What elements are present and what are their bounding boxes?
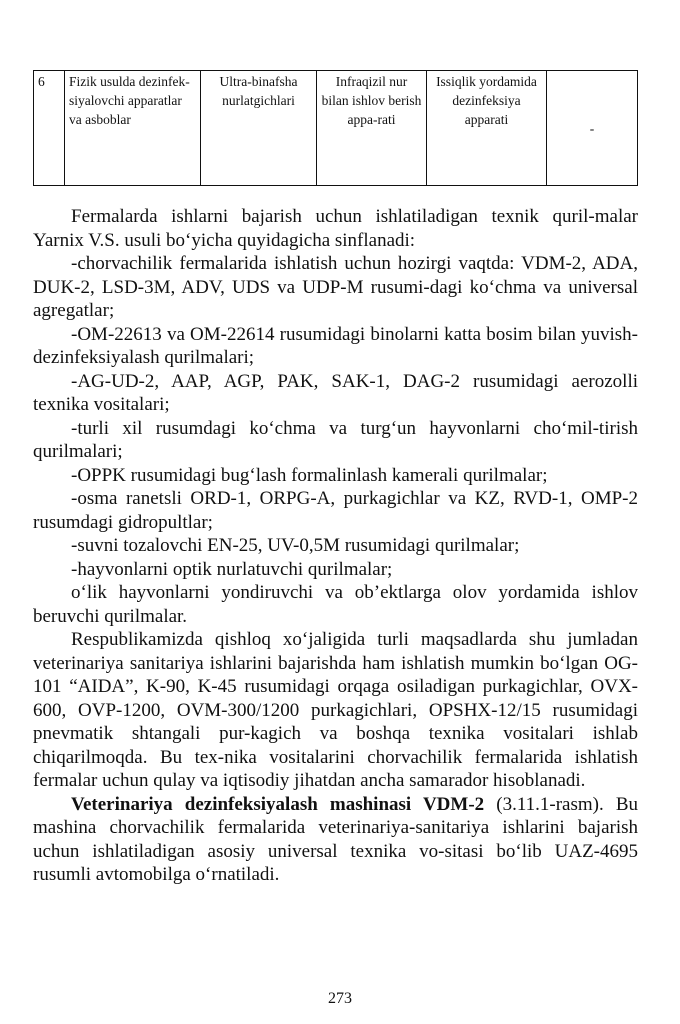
dash-cell: - xyxy=(547,71,638,186)
category-cell: Fizik usulda dezinfek-siyalovchi apparatlar va asboblar xyxy=(65,71,201,186)
republic-paragraph: Respublikamizda qishloq xo‘jaligida turli maqsadlarda shu jumladan veterinariya sanitariya ishlarini bajarishda ham ishlatish mumkin bo‘lgan OG-101 “AIDA”, K-90, K-45 rusumidagi orqaga osiladigan purkagichlar, OVX-600, OVP-1200, OVM-300/1200 purkagichlari, OPSHX-12/15 rusumidagi pnevmatik shtangali pur-kagich va boshqa texnika vositalari ishlab chiqarilmoqda. Bu tex-nika vositalarini chorvachilik fermalarida ishlatish fermalar uchun qulay va iqtisodiy jihatdan ancha samarador hisoblanadi. xyxy=(33,629,638,791)
vdm2-text: (3.11.1-rasm). Bu mashina chorvachilik fermalarida veterinariya-sanitariya ishlarini bajarish uchun ishlatiladigan asosiy universal texnika vo-sitasi bo‘lib UAZ-4695 rusumli avtomobilga o‘rnatiladi. xyxy=(33,793,638,885)
list-item: -chorvachilik fermalarida ishlatish uchun hozirgi vaqtda: VDM-2, ADA, DUK-2, LSD-3M, ADV, UDS va UDP-M rusumi-dagi ko‘chma va universal agregatlar; xyxy=(33,253,638,321)
list-item: -osma ranetsli ORD-1, ORPG-A, purkagichlar va KZ, RVD-1, OMP-2 rusumdagi gidropultlar; xyxy=(33,488,638,533)
list-item: -turli xil rusumdagi ko‘chma va turg‘un hayvonlarni cho‘mil-tirish qurilmalari; xyxy=(33,417,638,462)
body-text xyxy=(33,205,638,887)
vdm2-heading: Veterinariya dezinfeksiyalash mashinasi VDM-2 xyxy=(71,793,485,815)
ultraviolet-cell: Ultra-binafsha nurlatgichlari xyxy=(201,71,317,186)
list-item: -suvni tozalovchi EN-25, UV-0,5M rusumidagi qurilmalar; xyxy=(71,535,520,556)
thermal-cell: Issiqlik yordamida dezinfeksiya apparati xyxy=(427,71,547,186)
vdm2-paragraph xyxy=(33,793,638,887)
intro-paragraph: Fermalarda ishlarni bajarish uchun ishlatiladigan texnik quril-malar Yarnix V.S. usuli bo‘yicha quyidagicha sinflanadi: xyxy=(33,206,638,251)
table-row xyxy=(34,71,638,186)
list-item: -AG-UD-2, AAP, AGP, PAK, SAK-1, DAG-2 rusumidagi aerozolli texnika vositalari; xyxy=(33,370,638,415)
row-number-cell: 6 xyxy=(34,71,65,186)
equipment-table xyxy=(33,70,638,186)
list-item: -hayvonlarni optik nurlatuvchi qurilmalar; xyxy=(71,558,393,580)
list-item: -OPPK rusumidagi bug‘lash formalinlash kamerali qurilmalar; xyxy=(71,464,548,486)
infrared-cell: Infraqizil nur bilan ishlov berish appa-rati xyxy=(317,71,427,186)
page-number: 273 xyxy=(328,990,352,1007)
list-item: o‘lik hayvonlarni yondiruvchi va ob’ektlarga olov yordamida ishlov beruvchi qurilmalar. xyxy=(33,582,638,627)
list-item: -OM-22613 va OM-22614 rusumidagi binolarni katta bosim bilan yuvish- dezinfeksiyalash qurilmalari; xyxy=(33,323,638,368)
